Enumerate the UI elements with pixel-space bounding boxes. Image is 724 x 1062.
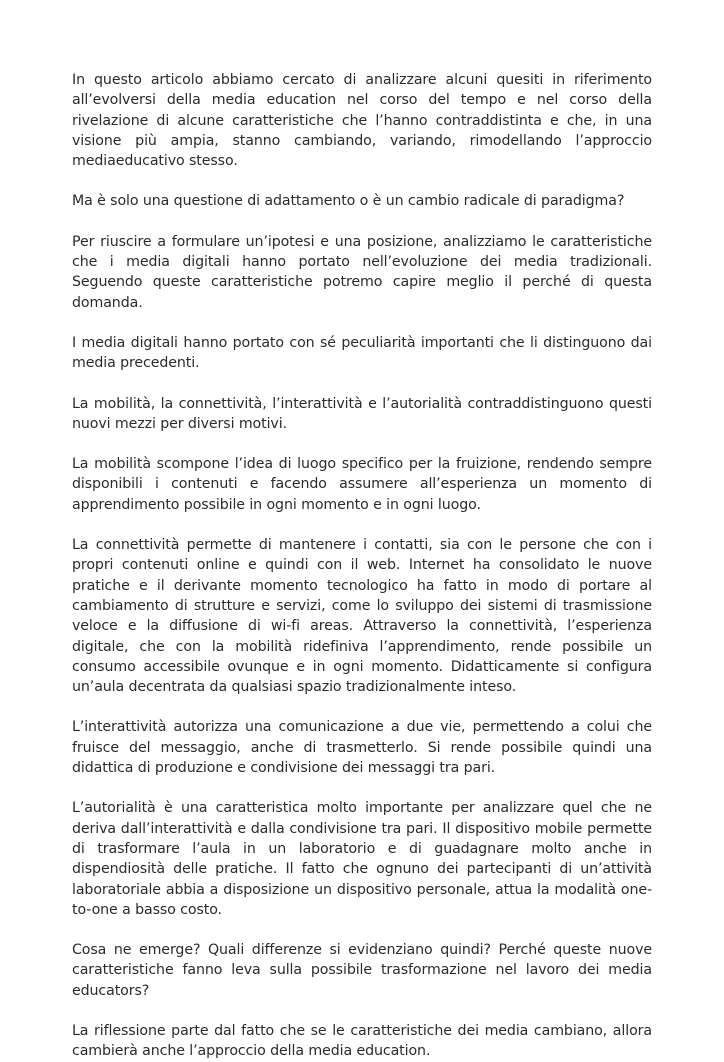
- paragraph-conclusion: La riflessione parte dal fatto che se le caratteristiche dei media cambiano, allora cambierà anche l’approccio della media education.: [72, 1022, 652, 1060]
- paragraph-hypothesis: Per riuscire a formulare un’ipotesi e una posizione, analizziamo le caratteristiche che i media digitali hanno portato nell’evoluzione dei media tradizionali. Seguendo queste caratteristiche potremo capire meglio il perché di questa domanda.: [72, 233, 652, 311]
- paragraph-digital-media: I media digitali hanno portato con sé peculiarità importanti che li distinguono dai media precedenti.: [72, 334, 652, 372]
- paragraph-questions: Cosa ne emerge? Quali differenze si evidenziano quindi? Perché queste nuove caratteristiche fanno leva sulla possibile trasformazione nel lavoro dei media educators?: [72, 942, 652, 999]
- paragraph-mobility: La mobilità scompone l’idea di luogo specifico per la fruizione, rendendo sempre disponibili i contenuti e facendo assumere all’esperienza un momento di apprendimento possibile in ogni momento e in ogni luogo.: [72, 456, 652, 513]
- paragraph-intro: In questo articolo abbiamo cercato di analizzare alcuni quesiti in riferimento all’evolversi della media education nel corso del tempo e nel corso della rivelazione di alcune caratteristiche che l’hanno contraddistinta e che, in una visione più ampia, stanno cambiando, variando, rimodellando l’approccio mediaeducativo stesso.: [72, 72, 652, 170]
- paragraph-characteristics: La mobilità, la connettività, l’interattività e l’autorialità contraddistinguono questi nuovi mezzi per diversi motivi.: [72, 395, 652, 432]
- paragraph-question: Ma è solo una questione di adattamento o è un cambio radicale di paradigma?: [72, 193, 625, 210]
- paragraph-connectivity: La connettività permette di mantenere i contatti, sia con le persone che con i propri contenuti online e quindi con il web. Internet ha consolidato le nuove pratiche e il derivante momento tecnologico ha fatto in modo di portare al cambiamento di strutture e servizi, come lo sviluppo dei sistemi di trasmissione veloce e la diffusione di wi-fi areas. Attraverso la connettività, l’esperienza digitale, che con la mobilità ridefiniva l’apprendimento, rende possibile un consumo accessibile ovunque e in ogni momento. Didatticamente si configura un’aula decentrata da qualsiasi spazio tradizionalmente inteso.: [72, 537, 652, 696]
- paragraph-interactivity: L’interattività autorizza una comunicazione a due vie, permettendo a colui che fruisce del messaggio, anche di trasmetterlo. Si rende possibile quindi una didattica di produzione e condivisione dei messaggi tra pari.: [72, 719, 652, 777]
- paragraph-authorship: L’autorialità è una caratteristica molto importante per analizzare quel che ne deriva dall’interattività e dalla condivisione tra pari. Il dispositivo mobile permette di trasformare l’aula in un laboratorio e di guadagnare molto anche in dispendiosità delle pratiche. Il fatto che ognuno dei partecipanti di un’attività laboratoriale abbia a disposizione un dispositivo personale, attua la modalità one-to-one a basso costo.: [72, 800, 652, 918]
